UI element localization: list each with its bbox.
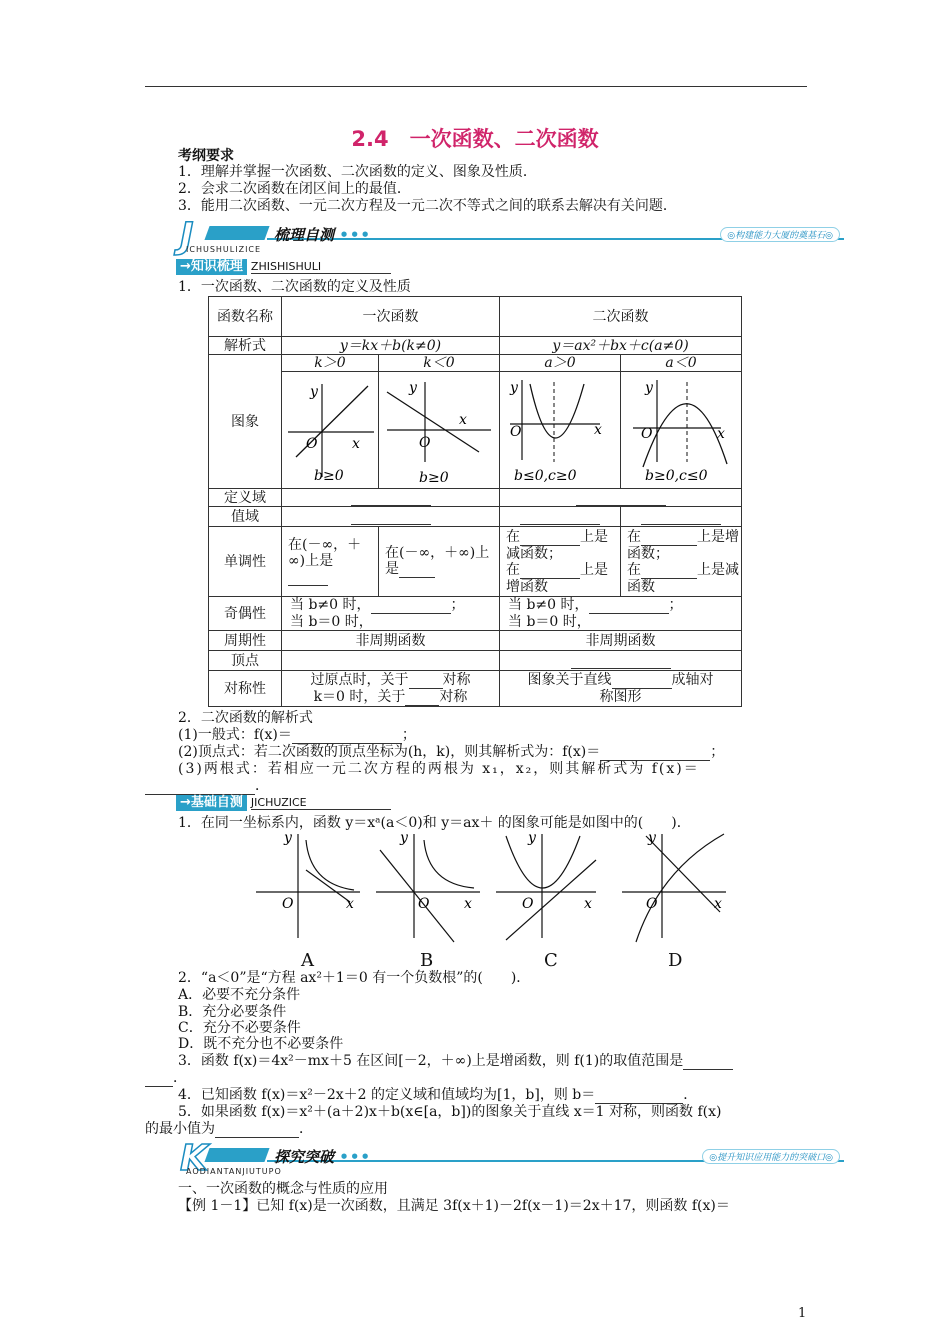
item-2-line — [145, 778, 269, 795]
item-2-text: ． — [255, 778, 269, 794]
question-text: ． — [299, 1121, 313, 1137]
sym-text: 对称 — [442, 671, 471, 688]
banner-pinyin: ICHUSHULIZICE — [186, 245, 262, 254]
r-graph: 图象 — [209, 355, 282, 489]
origin-label: O — [418, 896, 430, 912]
item-2-heading: 2．二次函数的解析式 — [178, 710, 313, 726]
banner-label: 梳理自测 ••• — [274, 226, 372, 244]
origin-label: O — [646, 896, 658, 912]
graph-linear-kneg — [379, 372, 499, 484]
blank[interactable] — [520, 508, 600, 525]
example-1-1: 【例 1－1】已知 f(x)是一次函数，且满足 3f(x＋1)－2f(x－1)＝2x＋17，则函数 f(x)＝ — [178, 1198, 730, 1214]
kaogang-item: 2．会求二次函数在闭区间上的最值． — [178, 181, 411, 197]
axis-y-label: y — [400, 830, 408, 846]
banner-stripes — [204, 1148, 269, 1162]
q1-graphs — [250, 830, 730, 948]
parity-text: 当 b≠0 时， — [290, 597, 371, 613]
semicolon: ； — [668, 597, 683, 613]
kaogang-heading: 考纲要求 — [178, 148, 234, 164]
axis-y-label: y — [528, 830, 536, 846]
q2-option[interactable]: D．既不充分也不必要条件 — [178, 1036, 344, 1052]
blank[interactable] — [641, 562, 697, 579]
quad-expr: y＝ax²＋bx＋c(a≠0) — [500, 337, 742, 355]
banner-tag: ◎构建能力大厦的奠基石◎ — [720, 227, 840, 242]
linear-expr: y＝kx＋b(k≠0) — [282, 337, 500, 355]
axis-x-label: x — [352, 436, 360, 452]
parity-text: 当 b＝0 时， — [290, 614, 373, 630]
graph-quad-apos — [500, 372, 620, 484]
q1-graph-a — [256, 830, 360, 938]
r-vertex: 顶点 — [209, 651, 282, 671]
question-1: 1．在同一坐标系内，函数 y＝xᵃ(a＜0)和 y＝ax＋ 的图象可能是如图中的( )． — [178, 815, 691, 831]
axis-y-label: y — [510, 380, 518, 396]
r-sym: 对称性 — [209, 671, 282, 707]
blank[interactable] — [215, 1121, 299, 1138]
k-pos: k＞0 — [282, 355, 379, 372]
sym-text: 成轴对 — [671, 672, 714, 688]
axis-x-label: x — [714, 896, 722, 912]
semicolon: ； — [450, 597, 465, 613]
graph-caption: b≥0,c≤0 — [645, 468, 708, 484]
axis-y-label: y — [409, 380, 417, 396]
question-4 — [178, 1087, 697, 1104]
mono-text: 在 — [627, 528, 641, 545]
blank[interactable] — [292, 727, 402, 744]
blank[interactable] — [145, 778, 255, 795]
axis-y-label: y — [284, 830, 292, 846]
axis-y-label: y — [310, 384, 318, 400]
sym-text: 称图形 — [599, 689, 642, 705]
q2-option[interactable]: B．充分必要条件 — [178, 1004, 287, 1020]
axis-x-label: x — [459, 412, 467, 428]
banner-letter: J — [180, 216, 194, 257]
function-properties-table — [208, 296, 742, 707]
blank[interactable] — [371, 597, 451, 614]
header-rule — [145, 86, 807, 87]
mono-text: 在 — [627, 561, 641, 578]
k-neg: k＜0 — [379, 355, 500, 372]
banner-letter: K — [180, 1138, 208, 1179]
banner-tag: ◎提升知识应用能力的突破口◎ — [702, 1149, 840, 1164]
page-title: 2.4 一次函数、二次函数 — [351, 127, 599, 151]
mono-k2: 在(－∞，＋∞)上是 — [385, 545, 490, 577]
graph-cell-1 — [282, 372, 379, 489]
graph-caption: b≤0,c≥0 — [514, 468, 577, 484]
origin-label: O — [522, 896, 534, 912]
mono-k1: 在(－∞，＋∞)上是 — [288, 537, 362, 569]
item-2-line — [178, 727, 416, 744]
q1-graph-d — [622, 830, 726, 942]
sym-text: 过原点时，关于 — [310, 671, 409, 688]
q1-option-b[interactable]: B — [420, 950, 434, 971]
question-5: 5．如果函数 f(x)＝x²＋(a＋2)x＋b(x∈[a，b])的图象关于直线 x＝1 对称，则函数 f(x) — [178, 1104, 722, 1120]
graph-linear-kpos — [282, 372, 378, 484]
blank[interactable] — [612, 672, 672, 689]
blank[interactable] — [683, 1053, 733, 1070]
period-quad: 非周期函数 — [500, 631, 742, 651]
sym-text: k＝0 时，关于 — [313, 688, 406, 705]
q1-option-c[interactable]: C — [544, 950, 558, 971]
graph-caption: b≥0 — [419, 470, 449, 484]
q1-graph-c — [496, 830, 596, 940]
graph-cell-3 — [500, 372, 621, 489]
blank[interactable] — [351, 489, 431, 506]
origin-label: O — [419, 435, 431, 451]
a-neg: a＜0 — [621, 355, 742, 372]
banner-label: 探究突破 ••• — [274, 1148, 372, 1166]
section-zhishishuli — [176, 258, 391, 276]
blank[interactable] — [595, 1087, 683, 1104]
graph-cell-2 — [379, 372, 500, 489]
axis-x-label: x — [464, 896, 472, 912]
origin-label: O — [510, 424, 522, 440]
mono-text: 上是减函数 — [627, 561, 739, 595]
question-text: ． — [173, 1070, 187, 1086]
sym-text: 对称 — [439, 688, 468, 705]
graph-quad-aneg — [621, 372, 741, 484]
blank[interactable] — [589, 597, 669, 614]
blank[interactable] — [145, 1070, 173, 1087]
section-label: →基础自测 — [176, 795, 247, 811]
item-1-heading: 1．一次函数、二次函数的定义及性质 — [178, 279, 411, 295]
axis-x-label: x — [584, 896, 592, 912]
banner-stripes — [204, 226, 269, 240]
origin-label: O — [306, 436, 318, 452]
origin-label: O — [641, 426, 653, 442]
kaogang-item: 1．理解并掌握一次函数、二次函数的定义、图象及性质． — [178, 164, 537, 180]
question-text: 的最小值为 — [145, 1121, 215, 1137]
section-pinyin: JICHUZICE — [251, 796, 391, 810]
axis-x-label: x — [717, 426, 725, 442]
blank[interactable] — [576, 489, 666, 506]
section-banner-shuli — [172, 216, 844, 257]
question-text: ． — [683, 1087, 698, 1103]
section-jichuzice — [176, 794, 391, 812]
h-quad: 二次函数 — [500, 297, 742, 337]
blank[interactable] — [405, 689, 439, 706]
section-banner-tanjiu — [172, 1138, 844, 1179]
item-2-text: ； — [710, 744, 725, 760]
question-2: 2．“a＜0”是“方程 ax²＋1＝0 有一个负数根”的( )． — [178, 970, 531, 986]
mono-text: 上是减函数； — [506, 528, 608, 562]
item-2-line: (3)两根式：若相应一元二次方程的两根为 x₁，x₂，则其解析式为 f(x)＝ — [178, 761, 700, 777]
blank[interactable] — [288, 569, 328, 586]
blank[interactable] — [600, 744, 710, 761]
question-3-cont — [145, 1070, 187, 1087]
q2-option[interactable]: A．必要不充分条件 — [178, 987, 301, 1003]
parity-text: 当 b≠0 时， — [508, 597, 589, 613]
item-2-text: ； — [401, 727, 416, 743]
r-mono: 单调性 — [209, 527, 282, 597]
a-pos: a＞0 — [500, 355, 621, 372]
q1-option-a[interactable]: A — [301, 950, 314, 971]
item-2-text: (2)顶点式：若二次函数的顶点坐标为(h，k)，则其解析式为：f(x)＝ — [178, 744, 601, 760]
question-5-cont — [145, 1121, 313, 1138]
banner-pinyin: AODIANTANJIUTUPO — [186, 1167, 282, 1176]
r-period: 周期性 — [209, 631, 282, 651]
item-2-line — [178, 744, 724, 761]
mono-text: 上是增函数； — [627, 528, 739, 562]
axis-y-label: y — [648, 830, 656, 846]
h-name: 函数名称 — [209, 297, 282, 337]
period-linear: 非周期函数 — [282, 631, 500, 651]
section-label: →知识梳理 — [176, 259, 247, 275]
axis-y-label: y — [645, 380, 653, 396]
graph-cell-4 — [621, 372, 742, 489]
question-3 — [178, 1053, 733, 1070]
h-linear: 一次函数 — [282, 297, 500, 337]
page-number: 1 — [798, 1306, 807, 1321]
axis-x-label: x — [594, 422, 602, 438]
subsection-heading: 一、一次函数的概念与性质的应用 — [178, 1181, 388, 1197]
mono-text: 在 — [506, 561, 520, 578]
question-text: 4．已知函数 f(x)＝x²－2x＋2 的定义域和值域均为[1，b]，则 b＝ — [178, 1087, 596, 1103]
section-pinyin: ZHISHISHULI — [251, 260, 391, 274]
mono-text: 上是增函数 — [506, 561, 608, 595]
q1-graph-b — [376, 830, 480, 942]
blank[interactable] — [520, 562, 580, 579]
r-domain: 定义域 — [209, 489, 282, 507]
r-expr: 解析式 — [209, 337, 282, 355]
graph-caption: b≥0 — [314, 468, 344, 484]
r-parity: 奇偶性 — [209, 597, 282, 631]
blank[interactable] — [399, 561, 435, 578]
origin-label: O — [282, 896, 294, 912]
blank[interactable] — [409, 672, 443, 689]
kaogang-item: 3．能用二次函数、一元二次方程及一元二次不等式之间的联系去解决有关问题． — [178, 198, 677, 214]
blank[interactable] — [641, 529, 697, 546]
axis-x-label: x — [346, 896, 354, 912]
parity-text: 当 b＝0 时， — [508, 614, 591, 630]
r-range: 值域 — [209, 507, 282, 527]
q2-option[interactable]: C．充分不必要条件 — [178, 1020, 301, 1036]
q1-option-d[interactable]: D — [668, 950, 683, 971]
blank[interactable] — [351, 508, 431, 525]
mono-text: 在 — [506, 528, 520, 545]
question-text: 3．函数 f(x)＝4x²－mx＋5 在区间[－2，＋∞)上是增函数，则 f(1)的取值范围是 — [178, 1053, 684, 1069]
blank[interactable] — [520, 529, 580, 546]
blank[interactable] — [571, 652, 671, 669]
sym-text: 图象关于直线 — [527, 672, 612, 688]
item-2-text: (1)一般式：f(x)＝ — [178, 727, 292, 743]
blank[interactable] — [641, 508, 721, 525]
